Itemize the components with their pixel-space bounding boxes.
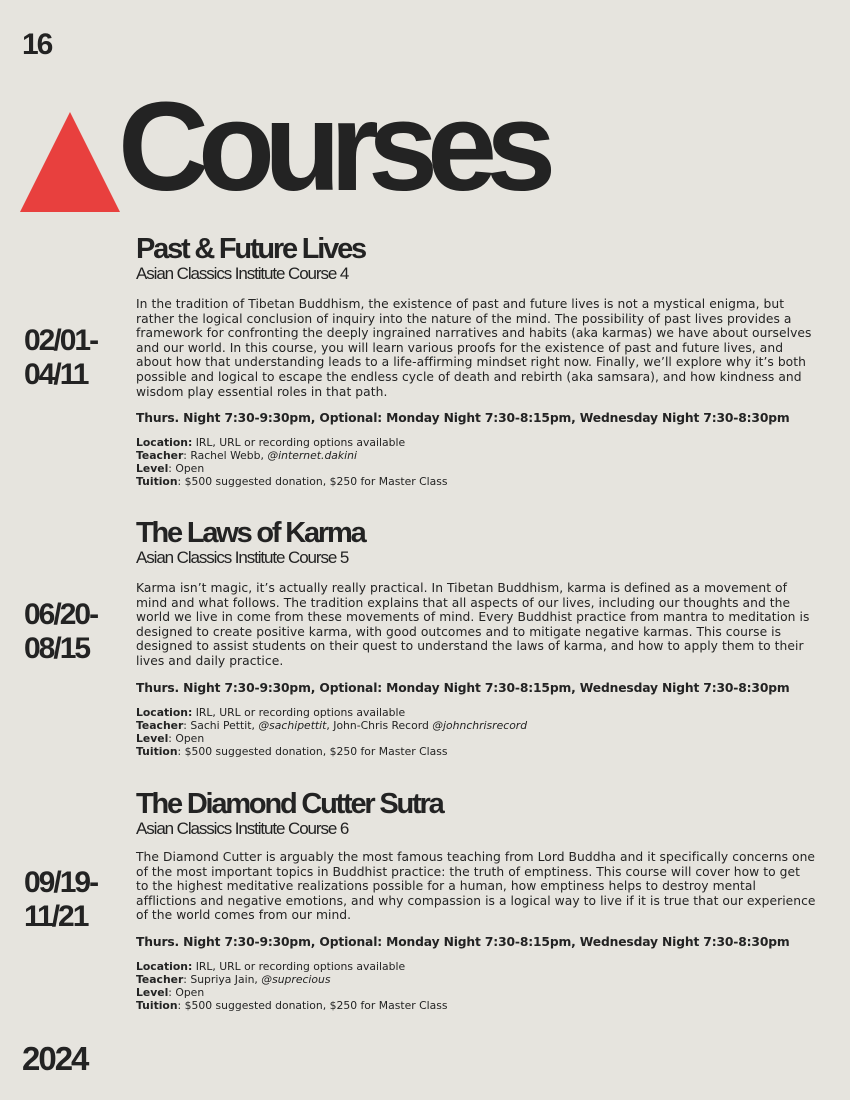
location-value: IRL, URL or recording options available bbox=[192, 436, 406, 450]
location-value: IRL, URL or recording options available bbox=[192, 705, 406, 719]
tuition-value: : $500 suggested donation, $250 for Master Class bbox=[177, 475, 448, 489]
teacher-name: : Rachel Webb, bbox=[183, 449, 268, 463]
level-label: Level bbox=[136, 731, 169, 745]
teacher-label: Teacher bbox=[136, 449, 184, 463]
teacher-handle: @suprecious bbox=[261, 972, 331, 986]
teacher-name: : Sachi Pettit, bbox=[183, 718, 259, 732]
location-label: Location: bbox=[136, 959, 193, 973]
course-details bbox=[136, 706, 816, 758]
location-value: IRL, URL or recording options available bbox=[192, 959, 406, 973]
level-label: Level bbox=[136, 462, 169, 476]
course-details bbox=[136, 960, 816, 1012]
teacher-name: : Supriya Jain, bbox=[183, 972, 262, 986]
level-line bbox=[136, 732, 816, 745]
page-number: 16 bbox=[22, 28, 52, 61]
level-value: : Open bbox=[168, 462, 205, 476]
level-line bbox=[136, 986, 816, 999]
tuition-label: Tuition bbox=[136, 998, 178, 1012]
tuition-value: : $500 suggested donation, $250 for Master Class bbox=[177, 744, 448, 758]
course-subtitle: Asian Classics Institute Course 6 bbox=[136, 819, 349, 838]
location-line bbox=[136, 960, 816, 973]
tuition-value: : $500 suggested donation, $250 for Master Class bbox=[177, 998, 448, 1012]
course-details bbox=[136, 436, 816, 488]
location-label: Location: bbox=[136, 705, 193, 719]
course-block bbox=[136, 518, 816, 758]
tuition-line bbox=[136, 999, 816, 1012]
level-line bbox=[136, 462, 816, 475]
tuition-line bbox=[136, 475, 816, 488]
course-title: The Diamond Cutter Sutra bbox=[136, 788, 443, 820]
location-line bbox=[136, 706, 816, 719]
course-description: In the tradition of Tibetan Buddhism, the existence of past and future lives is not a mystical enigma, but rather the logical conclusion of inquiry into the nature of the mind. The possibility of past lives provides a framework for confronting the deeply ingrained narratives and habits (aka karmas) we have about ourselves and our world. In this course, you will learn various proofs for the existence of past and future lives, and about how that understanding leads to a life-affirming mindset right now. Finally, we’ll explore why it’s both possible and logical to escape the endless cycle of death and rebirth (aka samsara), and how kindness and wisdom play essential roles in that path. bbox=[136, 297, 812, 399]
location-label: Location: bbox=[136, 436, 193, 450]
tuition-label: Tuition bbox=[136, 475, 178, 489]
course-subtitle: Asian Classics Institute Course 5 bbox=[136, 548, 349, 567]
course-description: The Diamond Cutter is arguably the most famous teaching from Lord Buddha and it specifically concerns one of the most important topics in Buddhist practice: the truth of emptiness. This course will cover how to get to the highest meditative realizations possible for a human, how emptiness helps to destroy mental afflictions and negative emotions, and why compassion is a logical way to live if it is true that our experience of the world comes from our mind. bbox=[136, 850, 816, 923]
course-subtitle: Asian Classics Institute Course 4 bbox=[136, 264, 349, 283]
level-value: : Open bbox=[168, 985, 205, 999]
course-dates: 02/01- 04/11 bbox=[24, 324, 98, 391]
course-block bbox=[136, 789, 816, 1012]
course-title: The Laws of Karma bbox=[136, 517, 365, 549]
year: 2024 bbox=[22, 1040, 88, 1077]
course-block bbox=[136, 234, 816, 488]
tuition-label: Tuition bbox=[136, 744, 178, 758]
teacher-line bbox=[136, 449, 816, 462]
teacher-name-2: , John-Chris Record bbox=[326, 718, 433, 732]
triangle-shape bbox=[20, 112, 120, 212]
location-line bbox=[136, 436, 816, 449]
course-schedule: Thurs. Night 7:30-9:30pm, Optional: Monday Night 7:30-8:15pm, Wednesday Night 7:30-8:30pm bbox=[136, 934, 790, 949]
course-dates: 09/19- 11/21 bbox=[24, 866, 98, 933]
teacher-label: Teacher bbox=[136, 718, 184, 732]
teacher-line bbox=[136, 973, 816, 986]
level-value: : Open bbox=[168, 731, 205, 745]
teacher-label: Teacher bbox=[136, 972, 184, 986]
course-schedule: Thurs. Night 7:30-9:30pm, Optional: Monday Night 7:30-8:15pm, Wednesday Night 7:30-8:30pm bbox=[136, 680, 790, 695]
red-triangle-icon bbox=[20, 112, 120, 212]
course-title: Past & Future Lives bbox=[136, 233, 365, 265]
teacher-handle-2: @johnchrisrecord bbox=[432, 718, 528, 732]
level-label: Level bbox=[136, 985, 169, 999]
page-title: Courses bbox=[118, 76, 546, 217]
teacher-handle: @sachipettit bbox=[258, 718, 327, 732]
course-schedule: Thurs. Night 7:30-9:30pm, Optional: Monday Night 7:30-8:15pm, Wednesday Night 7:30-8:30pm bbox=[136, 411, 790, 426]
teacher-handle: @internet.dakini bbox=[267, 449, 358, 463]
course-description: Karma isn’t magic, it’s actually really practical. In Tibetan Buddhism, karma is defined as a movement of mind and what follows. The tradition explains that all aspects of our lives, including our thoughts and the world we live in come from these movements of mind. Every Buddhist practice from mantra to meditation is designed to create positive karma, with good outcomes and to mitigate negative karmas. This course is designed to assist students on their quest to understand the laws of karma, and how to apply them to their lives and daily practice. bbox=[136, 581, 810, 668]
teacher-line bbox=[136, 719, 816, 732]
tuition-line bbox=[136, 745, 816, 758]
course-dates: 06/20- 08/15 bbox=[24, 598, 98, 665]
